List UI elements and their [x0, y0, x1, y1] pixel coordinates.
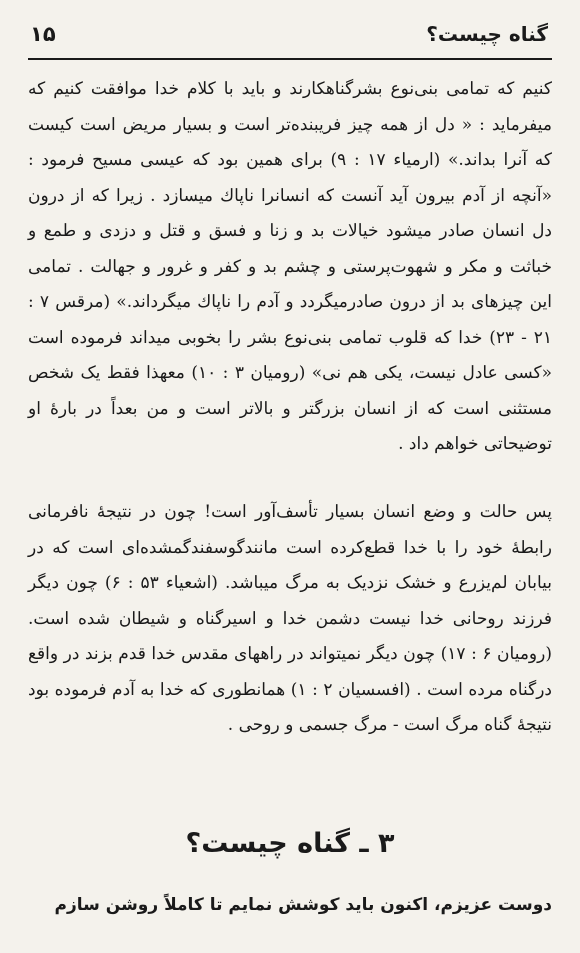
section-heading: ۳ ـ گناه چیست؟: [185, 828, 395, 859]
paragraph-1: کنیم که تمامی بنی‌نوع بشرگناهکارند و باید با کلام خدا موافقت کنیم که میفرماید : « دل از همه چیز فریبنده‌تر است و بسیار مریض است کیست که آنرا بداند.» (ارمیاء ۱۷ : ۹) برای همین بود که عیسی مسیح فرمود : «آنچه از آدم بیرون آید آنست که انسانرا ناپاك میسازد . زیرا که از درون دل انسان صادر میشود خیالات بد و زنا و فسق و قتل و دزدی و طمع و خباثت و مکر و شهوت‌پرستی و چشم بد و کفر و غرور و جهالت . تمامی این چیزهای بد از درون صادرمیگردد و آدم را ناپاك میگرداند.» (مرقس ۷ : ۲۱ - ۲۳) خدا که قلوب تمامی بنی‌نوع بشر را بخوبی میداند فرموده است «کسی عادل نیست، یکی هم نی» (رومیان ۳ : ۱۰) معهذا فقط یک شخص مستثنی است که از انسان بزرگتر و بالاتر است و من بعداً در بارهٔ او توضیحاتی خواهم داد .: [28, 79, 553, 454]
page-header: [28, 10, 552, 60]
paragraph-2: پس حالت و وضع انسان بسیار تأسف‌آور است! چون در نتیجهٔ نافرمانی رابطهٔ خود را با خدا قطع‌کرده است مانندگوسفندگمشده‌ای است که در بیابان لم‌یزرع و خشک نزدیک به مرگ میباشد. (اشعیاء ۵۳ : ۶) چون دیگر فرزند روحانی خدا نیست دشمن خدا و اسیرگناه و شیطان شده است.(رومیان ۶ : ۱۷) چون دیگر نمیتواند در راههای مقدس خدا قدم بزند در واقع درگناه مرده است . (افسسیان ۲ : ۱) همانطوری که خدا به آدم فرموده بود نتیجهٔ گناه مرگ است - مرگ جسمی و روحی .: [28, 502, 552, 735]
header-rule: [28, 58, 552, 60]
paragraph-3: دوست عزیزم، اکنون باید کوشش نمایم تا کاملاً روشن سازم: [54, 895, 552, 915]
running-title: گناه چیست؟: [426, 22, 548, 46]
page-number: ۱۵: [30, 22, 56, 46]
